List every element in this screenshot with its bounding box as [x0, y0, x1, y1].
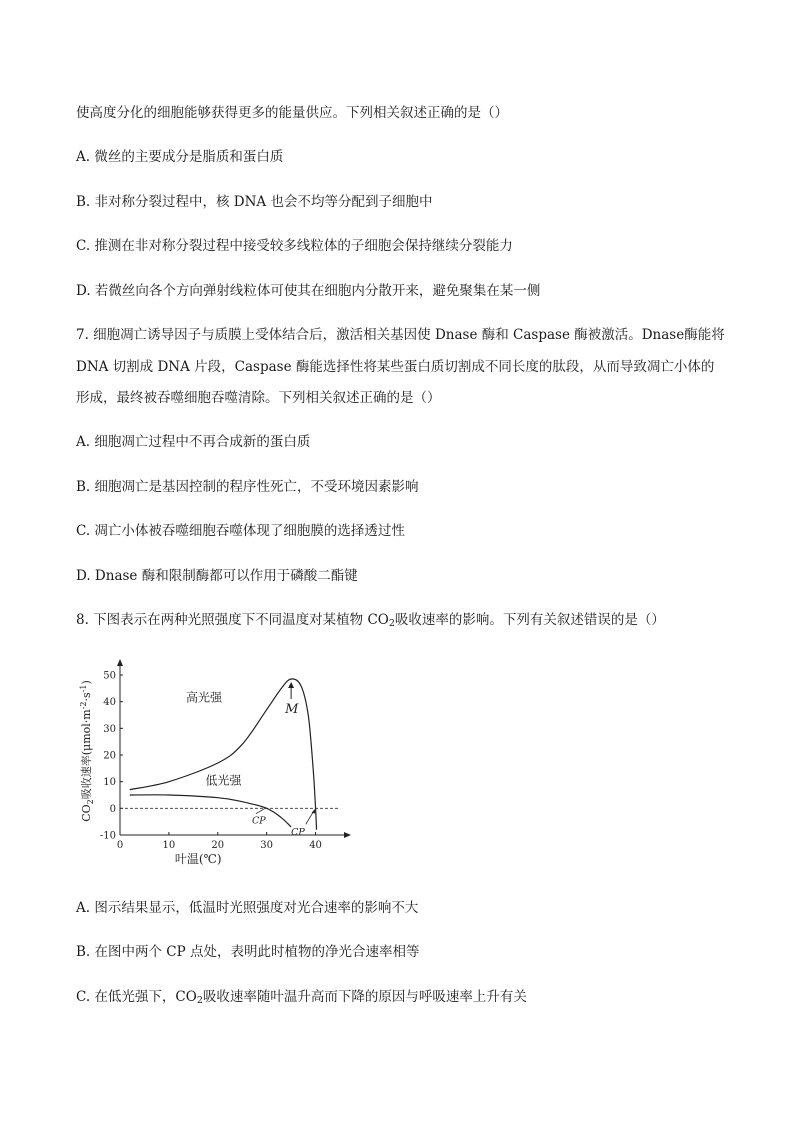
cp-low-pointer	[256, 808, 265, 813]
q7-option-d: D. Dnase 酶和限制酶都可以作用于磷酸二酯键	[76, 568, 358, 584]
q8-option-b-text: B. 在图中两个 CP 点处，表明此时植物的净光合速率相等	[76, 944, 420, 960]
x-tick-label: 40	[309, 840, 322, 851]
y-tick-label: 0	[109, 803, 116, 815]
series-label-low: 低光强	[205, 773, 242, 788]
x-tick-label: 0	[116, 840, 124, 851]
q7-stem-line-3: 形成，最终被吞噬细胞吞噬清除。下列相关叙述正确的是（）	[76, 390, 441, 406]
y-tick-label: 50	[103, 670, 116, 682]
q8-option-a	[76, 898, 418, 918]
y-tick-label: -10	[99, 830, 116, 842]
x-tick-label: 30	[260, 840, 274, 851]
q8-option-c-sub: 2	[196, 995, 203, 1006]
q6-stem-tail: 使高度分化的细胞能够获得更多的能量供应。下列相关叙述正确的是（）	[76, 105, 508, 121]
y-tick-label: 20	[103, 750, 116, 762]
q6-option-c: C. 推测在非对称分裂过程中接受较多线粒体的子细胞会保持继续分裂能力	[76, 238, 513, 254]
y-tick-label: 10	[103, 777, 116, 789]
q8-option-a-text: A. 图示结果显示，低温时光照强度对光合速率的影响不大	[76, 900, 419, 916]
y-tick-label: 30	[103, 723, 116, 735]
q8-option-c-post: 吸收速率随叶温升高而下降的原因与呼吸速率上升有关	[202, 989, 527, 1005]
x-axis-label: 叶温(℃)	[174, 852, 222, 866]
y-axis-arrow	[117, 659, 123, 666]
x-tick-label: 20	[211, 840, 225, 851]
q8-option-b	[76, 942, 420, 962]
q7-option-b: B. 细胞凋亡是基因控制的程序性死亡，不受环境因素影响	[76, 479, 419, 495]
m-arrow-head	[288, 682, 294, 688]
q8-option-c	[76, 987, 527, 1011]
q6-option-a: A. 微丝的主要成分是脂质和蛋白质	[76, 149, 284, 165]
q7-option-a: A. 细胞凋亡过程中不再合成新的蛋白质	[76, 434, 311, 450]
q6-option-d: D. 若微丝向各个方向弹射线粒体可使其在细胞内分散开来，避免聚集在某一侧	[76, 283, 541, 299]
x-tick-label: 10	[162, 840, 176, 851]
q6-option-b: B. 非对称分裂过程中，核 DNA 也会不均等分配到子细胞中	[76, 194, 433, 210]
x-axis-arrow	[344, 832, 351, 838]
y-axis-label: $CO_2$吸收速率$(\mu mol\cdot m^{-2}\cdot s^{-1})$	[79, 680, 95, 822]
annotation-m: M	[285, 702, 299, 717]
q8-stem-pre: 8. 下图表示在两种光照强度下不同温度对某植物 CO	[76, 612, 389, 628]
annotation-cp-high: CP	[291, 827, 305, 838]
q7-stem-line-2: DNA 切割成 DNA 片段，Caspase 酶能选择性将某些蛋白质切割成不同长度的肽段，从而导致凋亡小体的	[76, 359, 715, 375]
y-tick-label: 40	[103, 697, 116, 709]
q8-stem-sub: 2	[388, 618, 395, 629]
q7-option-c: C. 凋亡小体被吞噬细胞吞噬体现了细胞膜的选择透过性	[76, 523, 405, 539]
annotation-cp-low: CP	[252, 815, 266, 827]
q8-option-c-pre: C. 在低光强下，CO	[76, 989, 197, 1005]
q8-stem	[76, 610, 665, 634]
series-label-high: 高光强	[186, 690, 223, 705]
low-light-curve	[130, 795, 291, 827]
q7-stem-line-1: 7. 细胞凋亡诱导因子与质膜上受体结合后，激活相关基因使 Dnase 酶和 Caspase 酶被激活。Dnase酶能将	[76, 327, 725, 343]
q8-stem-post: 吸收速率的影响。下列有关叙述错误的是（）	[394, 612, 665, 628]
temperature-co2-chart	[76, 655, 366, 870]
